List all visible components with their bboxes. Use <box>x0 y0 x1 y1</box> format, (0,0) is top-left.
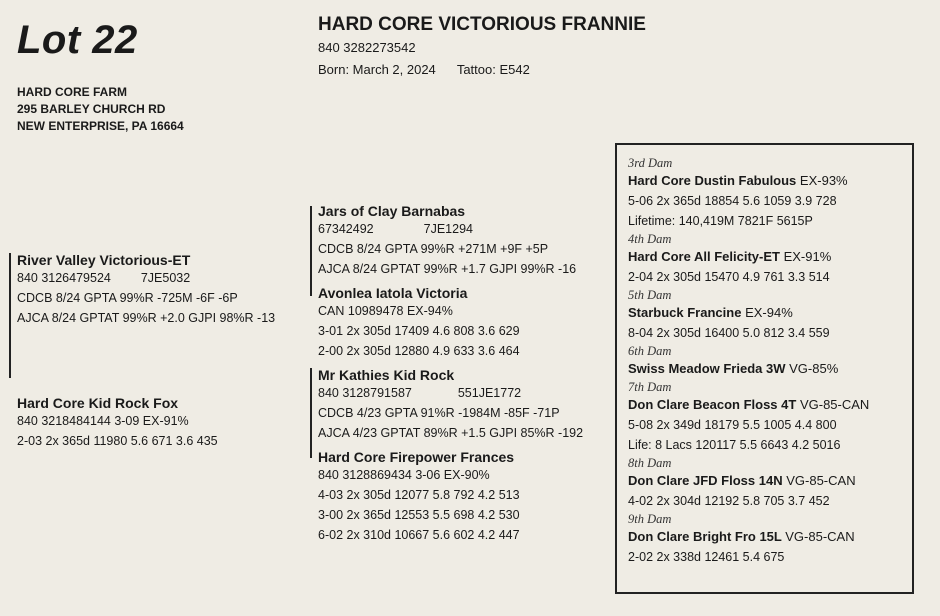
animal-born: Born: March 2, 2024 <box>318 62 436 77</box>
lot-number: Lot 22 <box>17 18 138 62</box>
sire-dam-block <box>318 285 520 361</box>
dam-sire-code: 551JE1772 <box>457 386 522 400</box>
pedigree-bracket-dam-side <box>310 368 312 458</box>
dam-sire-block <box>318 367 583 443</box>
maternal-dam-entry <box>628 379 869 455</box>
dam-sire-name: Mr Kathies Kid Rock <box>318 367 455 383</box>
dam-record: 2-02 2x 338d 12461 5.4 675 <box>628 550 785 564</box>
dam-record: Life: 8 Lacs 120117 5.5 6643 4.2 5016 <box>628 438 841 452</box>
dam-classification: EX-91% <box>783 249 832 264</box>
dam-name: Don Clare Bright Fro 15L <box>628 529 782 544</box>
dam-generation-label: 4th Dam <box>628 232 672 246</box>
dam-name-line <box>628 395 869 415</box>
sire-block <box>17 252 275 328</box>
dam-name-line <box>628 303 869 323</box>
dam-generation-label: 8th Dam <box>628 456 672 470</box>
sire-sire-id: 67342492 <box>318 222 374 236</box>
dam-classification: VG-85-CAN <box>786 473 856 488</box>
dam-name-line <box>628 247 869 267</box>
dam-record: Lifetime: 140,419M 7821F 5615P <box>628 214 813 228</box>
dam-name: Swiss Meadow Frieda 3W <box>628 361 786 376</box>
dam-name-line <box>628 171 869 191</box>
maternal-dam-entry <box>628 287 869 343</box>
sire-dam-name: Avonlea Iatola Victoria <box>318 285 468 301</box>
sire-sire-ajca: AJCA 8/24 GPTAT 99%R +1.7 GJPI 99%R -16 <box>318 262 577 276</box>
pedigree-bracket-left <box>9 253 11 378</box>
farm-name: HARD CORE FARM <box>17 85 127 99</box>
maternal-dam-entry <box>628 343 869 379</box>
animal-name: HARD CORE VICTORIOUS FRANNIE <box>318 14 646 35</box>
dam-name: Hard Core Dustin Fabulous <box>628 173 797 188</box>
sire-sire-code: 7JE1294 <box>423 222 473 236</box>
maternal-dam-entry <box>628 511 869 567</box>
animal-birth-info <box>318 62 530 77</box>
dam-record: 5-06 2x 365d 18854 5.6 1059 3.9 728 <box>628 194 837 208</box>
dam-dam-id-line: 840 3128869434 3-06 EX-90% <box>318 468 490 482</box>
dam-block <box>17 395 218 451</box>
dam-dam-name: Hard Core Firepower Frances <box>318 449 515 465</box>
sire-id-line <box>17 268 275 288</box>
dam-record: 2-03 2x 365d 11980 5.6 671 3.6 435 <box>17 434 218 448</box>
maternal-line-list <box>628 155 869 567</box>
dam-generation-label: 5th Dam <box>628 288 672 302</box>
pedigree-bracket-sire-side <box>310 206 312 296</box>
sire-name: River Valley Victorious-ET <box>17 252 191 268</box>
maternal-line-box <box>615 143 914 594</box>
dam-classification: EX-93% <box>799 173 848 188</box>
animal-id: 840 3282273542 <box>318 40 416 55</box>
dam-dam-record-3: 6-02 2x 310d 10667 5.6 602 4.2 447 <box>318 528 520 542</box>
sire-sire-block <box>318 203 576 279</box>
maternal-dam-entry <box>628 155 869 231</box>
farm-city: NEW ENTERPRISE, PA 16664 <box>17 119 184 133</box>
consignor-address <box>17 84 184 135</box>
dam-classification: VG-85-CAN <box>799 397 870 412</box>
dam-generation-label: 6th Dam <box>628 344 672 358</box>
dam-dam-record-1: 4-03 2x 305d 12077 5.8 792 4.2 513 <box>318 488 520 502</box>
dam-sire-id-line <box>318 383 583 403</box>
dam-name-line <box>628 471 869 491</box>
dam-generation-label: 9th Dam <box>628 512 672 526</box>
animal-tattoo: Tattoo: E542 <box>456 62 530 77</box>
dam-sire-id: 840 3128791587 <box>318 386 412 400</box>
dam-dam-block <box>318 449 520 545</box>
sire-dam-record-1: 3-01 2x 305d 17409 4.6 808 3.6 629 <box>318 324 520 338</box>
sire-sire-name: Jars of Clay Barnabas <box>318 203 466 219</box>
sire-dam-record-2: 2-00 2x 305d 12880 4.9 633 3.6 464 <box>318 344 520 358</box>
dam-name: Hard Core All Felicity-ET <box>628 249 780 264</box>
dam-generation-label: 3rd Dam <box>628 156 673 170</box>
dam-classification: VG-85% <box>789 361 839 376</box>
dam-dam-record-2: 3-00 2x 365d 12553 5.5 698 4.2 530 <box>318 508 520 522</box>
sire-cdcb: CDCB 8/24 GPTA 99%R -725M -6F -6P <box>17 291 238 305</box>
dam-name-line <box>628 359 869 379</box>
sire-dam-id-line: CAN 10989478 EX-94% <box>318 304 453 318</box>
maternal-dam-entry <box>628 231 869 287</box>
sire-code: 7JE5032 <box>140 271 191 285</box>
dam-sire-ajca: AJCA 4/23 GPTAT 89%R +1.5 GJPI 85%R -192 <box>318 426 584 440</box>
sire-ajca: AJCA 8/24 GPTAT 99%R +2.0 GJPI 98%R -13 <box>17 311 276 325</box>
dam-name: Hard Core Kid Rock Fox <box>17 395 179 411</box>
sire-sire-cdcb: CDCB 8/24 GPTA 99%R +271M +9F +5P <box>318 242 549 256</box>
dam-name-line <box>628 527 869 547</box>
dam-record: 2-04 2x 305d 15470 4.9 761 3.3 514 <box>628 270 830 284</box>
dam-sire-cdcb: CDCB 4/23 GPTA 91%R -1984M -85F -71P <box>318 406 560 420</box>
maternal-dam-entry <box>628 455 869 511</box>
sire-id: 840 3126479524 <box>17 271 111 285</box>
dam-name: Don Clare JFD Floss 14N <box>628 473 783 488</box>
dam-id-line: 840 3218484144 3-09 EX-91% <box>17 414 189 428</box>
dam-record: 4-02 2x 304d 12192 5.8 705 3.7 452 <box>628 494 830 508</box>
sire-sire-id-line <box>318 219 576 239</box>
dam-name: Starbuck Francine <box>628 305 742 320</box>
dam-generation-label: 7th Dam <box>628 380 672 394</box>
dam-name: Don Clare Beacon Floss 4T <box>628 397 797 412</box>
dam-classification: EX-94% <box>745 305 793 320</box>
dam-classification: VG-85-CAN <box>785 529 855 544</box>
farm-street: 295 BARLEY CHURCH RD <box>17 102 166 116</box>
dam-record: 8-04 2x 305d 16400 5.0 812 3.4 559 <box>628 326 830 340</box>
dam-record: 5-08 2x 349d 18179 5.5 1005 4.4 800 <box>628 418 837 432</box>
